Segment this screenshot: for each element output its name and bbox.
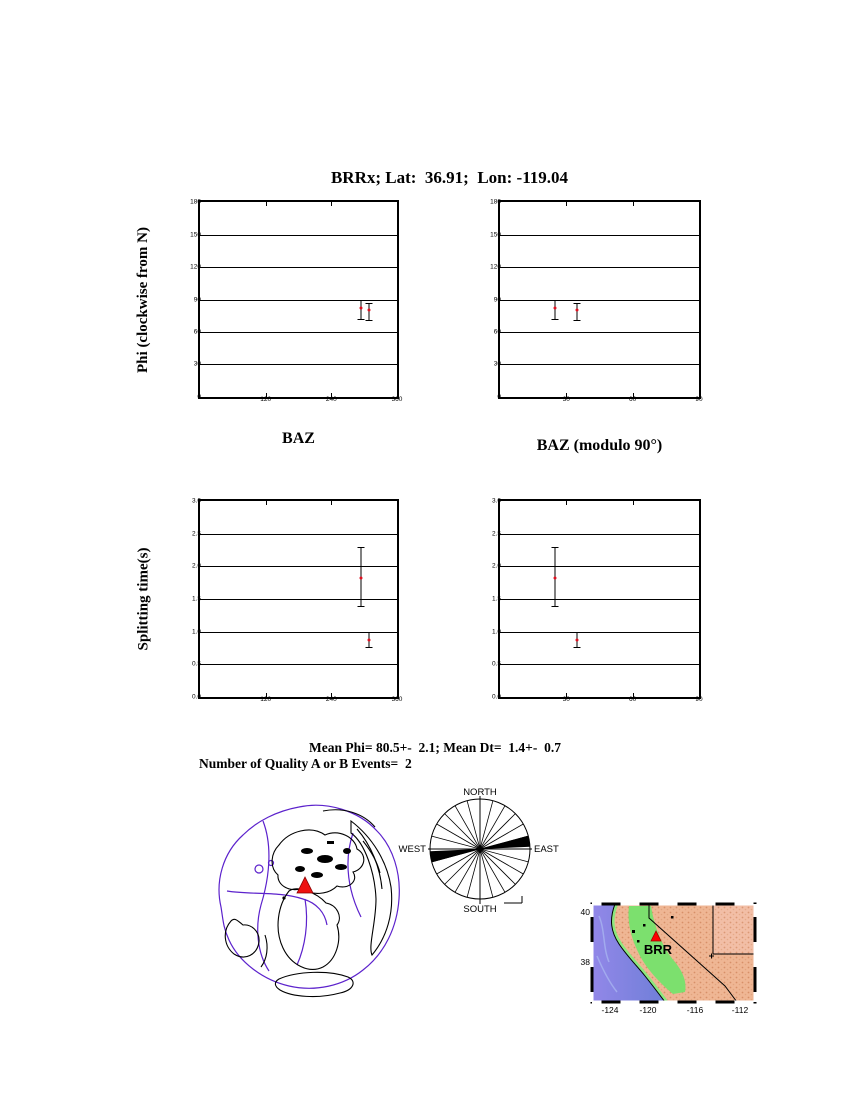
y-tick-label: 30 [493,360,501,368]
plot-dt-vs-baz-mod90 [491,497,703,703]
error-bar-cap [358,606,365,607]
y-tick-label: 3.0 [191,497,201,505]
x-axis-label-baz-mod90: BAZ (modulo 90°) [536,437,663,454]
statistics-block [195,740,675,772]
rose-label-east: EAST [534,844,559,855]
gridline [200,364,397,365]
lon-tick-label: -116 [686,1005,704,1015]
mean-stats-text: Mean Phi= 80.5+- 2.1; Mean Dt= 1.4+- 0.7 [309,740,561,755]
x-tick [331,501,332,505]
x-tick [633,501,634,505]
y-tick-label: 180 [190,198,201,206]
y-tick-label: 150 [190,231,201,238]
y-tick-label: 0 [497,393,501,401]
y-tick-label: 0 [197,393,201,401]
gridline [200,534,397,535]
y-tick-label: 2.5 [191,530,201,538]
y-tick-label: 1.5 [491,595,501,603]
gridline [500,534,699,535]
error-bar-cap [552,606,559,607]
y-tick-label: 0.0 [491,693,501,701]
error-bar-cap [552,319,559,320]
gridline [500,664,699,665]
lon-tick-label: -112 [731,1005,749,1015]
error-bar-cap [358,300,365,301]
error-bar-cap [574,632,581,633]
rose-label-north: NORTH [463,787,497,798]
error-bar-cap [365,320,372,321]
x-tick-label: 60 [629,696,637,703]
error-bar-cap [365,303,372,304]
x-tick [331,202,332,206]
x-tick-label: 240 [325,396,337,403]
y-tick-label: 3.0 [491,497,501,505]
y-tick-label: 120 [490,263,501,271]
globe-azimuthal-map [205,795,405,995]
y-tick-label: 90 [193,296,201,303]
y-tick-label: 2.0 [191,562,201,570]
x-tick-label: 90 [695,696,703,703]
y-tick-label: 60 [193,328,201,336]
x-tick-label: 240 [325,696,337,703]
x-tick-label: 60 [629,396,637,403]
plot-phi-vs-baz-mod90 [490,198,703,403]
y-tick-label: 1.0 [491,628,501,636]
y-tick-label: 0.0 [191,693,201,701]
y-tick-label: 30 [193,360,201,368]
gridline [200,566,397,567]
gridline [500,300,699,301]
error-bar-cap [358,319,365,320]
error-bar-cap [574,320,581,321]
error-bar-cap [552,547,559,548]
x-tick [633,202,634,206]
continent-fill-details [282,841,351,900]
y-axis-label-splitting-time: Splitting time(s) [135,547,152,651]
lon-tick-label: -120 [639,1005,657,1015]
gridline [500,267,699,268]
data-point [360,577,363,580]
error-bar-cap [574,303,581,304]
rose-label-west: WEST [398,844,426,855]
y-tick-label: 1.5 [191,595,201,603]
x-axis-label-baz: BAZ [282,430,315,447]
y-tick-label: 2.0 [491,562,501,570]
x-tick-label: 120 [260,396,272,403]
lon-tick-label: -124 [601,1005,619,1015]
data-point [360,307,363,310]
x-tick-label: 360 [391,396,403,403]
y-axis-label-phi: Phi (clockwise from N) [135,227,151,373]
y-tick-label: 0.5 [491,660,501,668]
figure-title: BRRx; Lat: 36.91; Lon: -119.04 [330,168,569,187]
x-tick-label: 360 [391,696,403,703]
gridline [200,300,397,301]
data-point [576,309,579,312]
y-tick-label: 150 [490,231,501,238]
gridline [200,332,397,333]
gridline [500,632,699,633]
x-tick-label: 120 [260,696,272,703]
gridline [500,235,699,236]
station-label: BRR [643,942,673,957]
data-point [554,307,557,310]
plate-boundaries [219,805,399,988]
regional-topo-map [580,896,763,1018]
gridline [200,664,397,665]
continent-coastlines [225,810,391,997]
data-point [554,577,557,580]
gridline [200,235,397,236]
rose-fast-direction-wedge [430,849,480,862]
data-point [576,639,579,642]
y-tick-label: 0.5 [191,660,201,668]
gridline [500,332,699,333]
x-tick-label: 30 [562,396,570,403]
y-tick-label: 2.5 [491,530,501,538]
y-tick-label: 1.0 [191,628,201,636]
data-point [367,639,370,642]
gridline [500,364,699,365]
event-count-text: Number of Quality A or B Events= 2 [199,756,412,771]
data-point [367,309,370,312]
plot-dt-vs-baz [191,497,403,703]
error-bar-cap [552,300,559,301]
rose-fast-direction-wedge [480,836,530,849]
x-tick [566,501,567,505]
y-tick-label: 90 [493,296,501,303]
gridline [200,599,397,600]
gridline [500,599,699,600]
error-bar-cap [358,547,365,548]
lat-tick-label: 40 [580,907,590,917]
rose-diagram [398,786,568,918]
event-dot [282,896,285,899]
x-tick [266,202,267,206]
rose-label-south: SOUTH [463,904,497,915]
gridline [200,267,397,268]
error-bar-cap [365,647,372,648]
y-tick-label: 60 [493,328,501,336]
station-marker-globe [297,877,313,893]
error-bar-cap [365,632,372,633]
x-tick [266,501,267,505]
rose-scale-tick [504,896,522,903]
lat-tick-label: 38 [580,957,590,967]
x-tick [566,202,567,206]
plot-phi-vs-baz [190,198,403,403]
x-tick-label: 30 [562,696,570,703]
y-tick-label: 180 [490,198,501,206]
y-tick-label: 120 [190,263,201,271]
gridline [500,566,699,567]
x-tick-label: 90 [695,396,703,403]
error-bar-cap [574,647,581,648]
